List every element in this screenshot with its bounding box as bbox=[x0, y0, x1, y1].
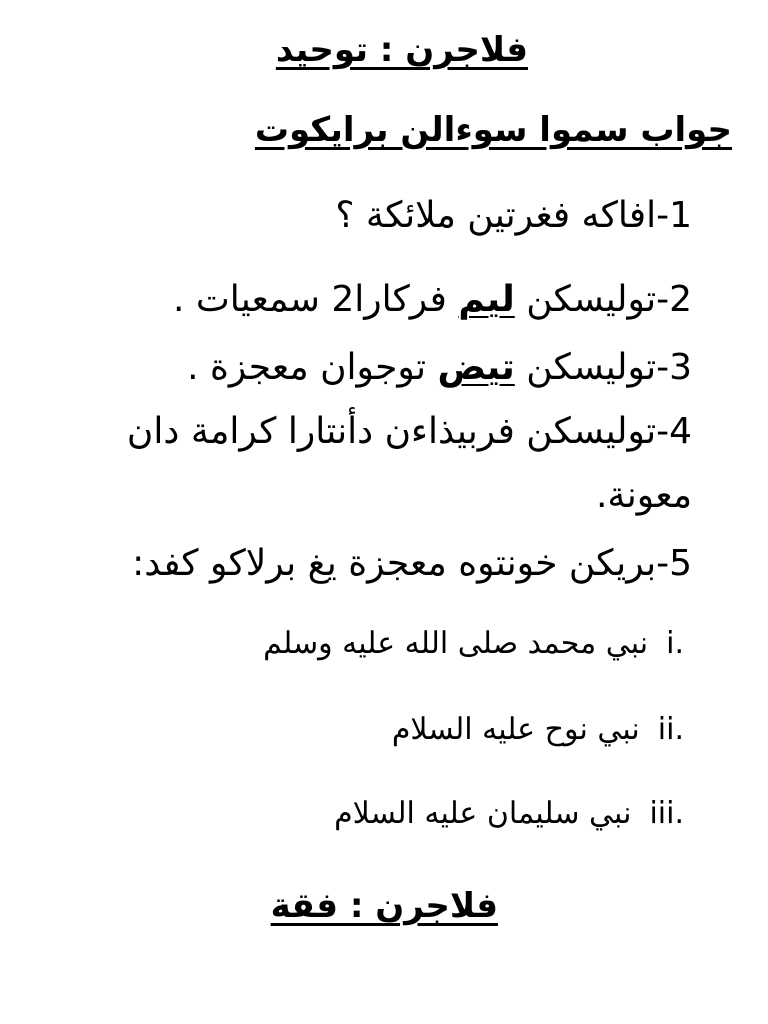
sub-item-2 bbox=[392, 712, 684, 747]
section-title-fiqh: فلاجرن : فقة bbox=[270, 886, 498, 926]
question-3: 3-توليسكن تيض توجوان معجزة . bbox=[187, 336, 692, 400]
instructions-heading: جواب سموا سوءالن برايكوت bbox=[254, 110, 732, 150]
roman-numeral: ii. bbox=[657, 712, 684, 747]
question-number: 4 bbox=[669, 411, 692, 452]
question-text-end: توجوان معجزة . bbox=[187, 347, 426, 388]
question-5: 5-بريكن خونتوه معجزة يغ برلاكو كفد: bbox=[132, 532, 692, 596]
underlined-keyword: ليم bbox=[458, 279, 515, 320]
section-title-tauhid: فلاجرن : توحيد bbox=[275, 30, 528, 70]
question-text: افاكه فغرتين ملائكة ؟ bbox=[335, 195, 657, 236]
roman-numeral: iii. bbox=[649, 796, 684, 831]
sub-item-text: نبي محمد صلى الله عليه وسلم bbox=[263, 626, 649, 661]
question-text-start: توليسكن bbox=[526, 279, 657, 320]
sub-item-text: نبي نوح عليه السلام bbox=[391, 712, 640, 747]
question-text: بريكن خونتوه معجزة يغ برلاكو كفد: bbox=[132, 543, 657, 584]
question-4: 4-توليسكن فربيذاءن دأنتارا كرامة دان معونة. bbox=[52, 400, 692, 528]
roman-numeral: i. bbox=[666, 626, 684, 661]
sub-item-3 bbox=[334, 796, 684, 831]
underlined-keyword: تيض bbox=[437, 347, 515, 388]
question-number: 1 bbox=[669, 195, 692, 236]
question-number: 5 bbox=[669, 543, 692, 584]
sub-item-text: نبي سليمان عليه السلام bbox=[334, 796, 632, 831]
sub-item-1 bbox=[263, 626, 684, 661]
question-text: توليسكن فربيذاءن دأنتارا كرامة دان معونة. bbox=[126, 411, 692, 516]
question-number: 2 bbox=[669, 279, 692, 320]
question-text-start: توليسكن bbox=[526, 347, 657, 388]
question-1: 1-افاكه فغرتين ملائكة ؟ bbox=[335, 184, 692, 248]
question-2: 2-توليسكن ليم فركارا2 سمعيات . bbox=[173, 268, 692, 332]
question-number: 3 bbox=[669, 347, 692, 388]
question-text-end: فركارا2 سمعيات . bbox=[172, 279, 447, 320]
